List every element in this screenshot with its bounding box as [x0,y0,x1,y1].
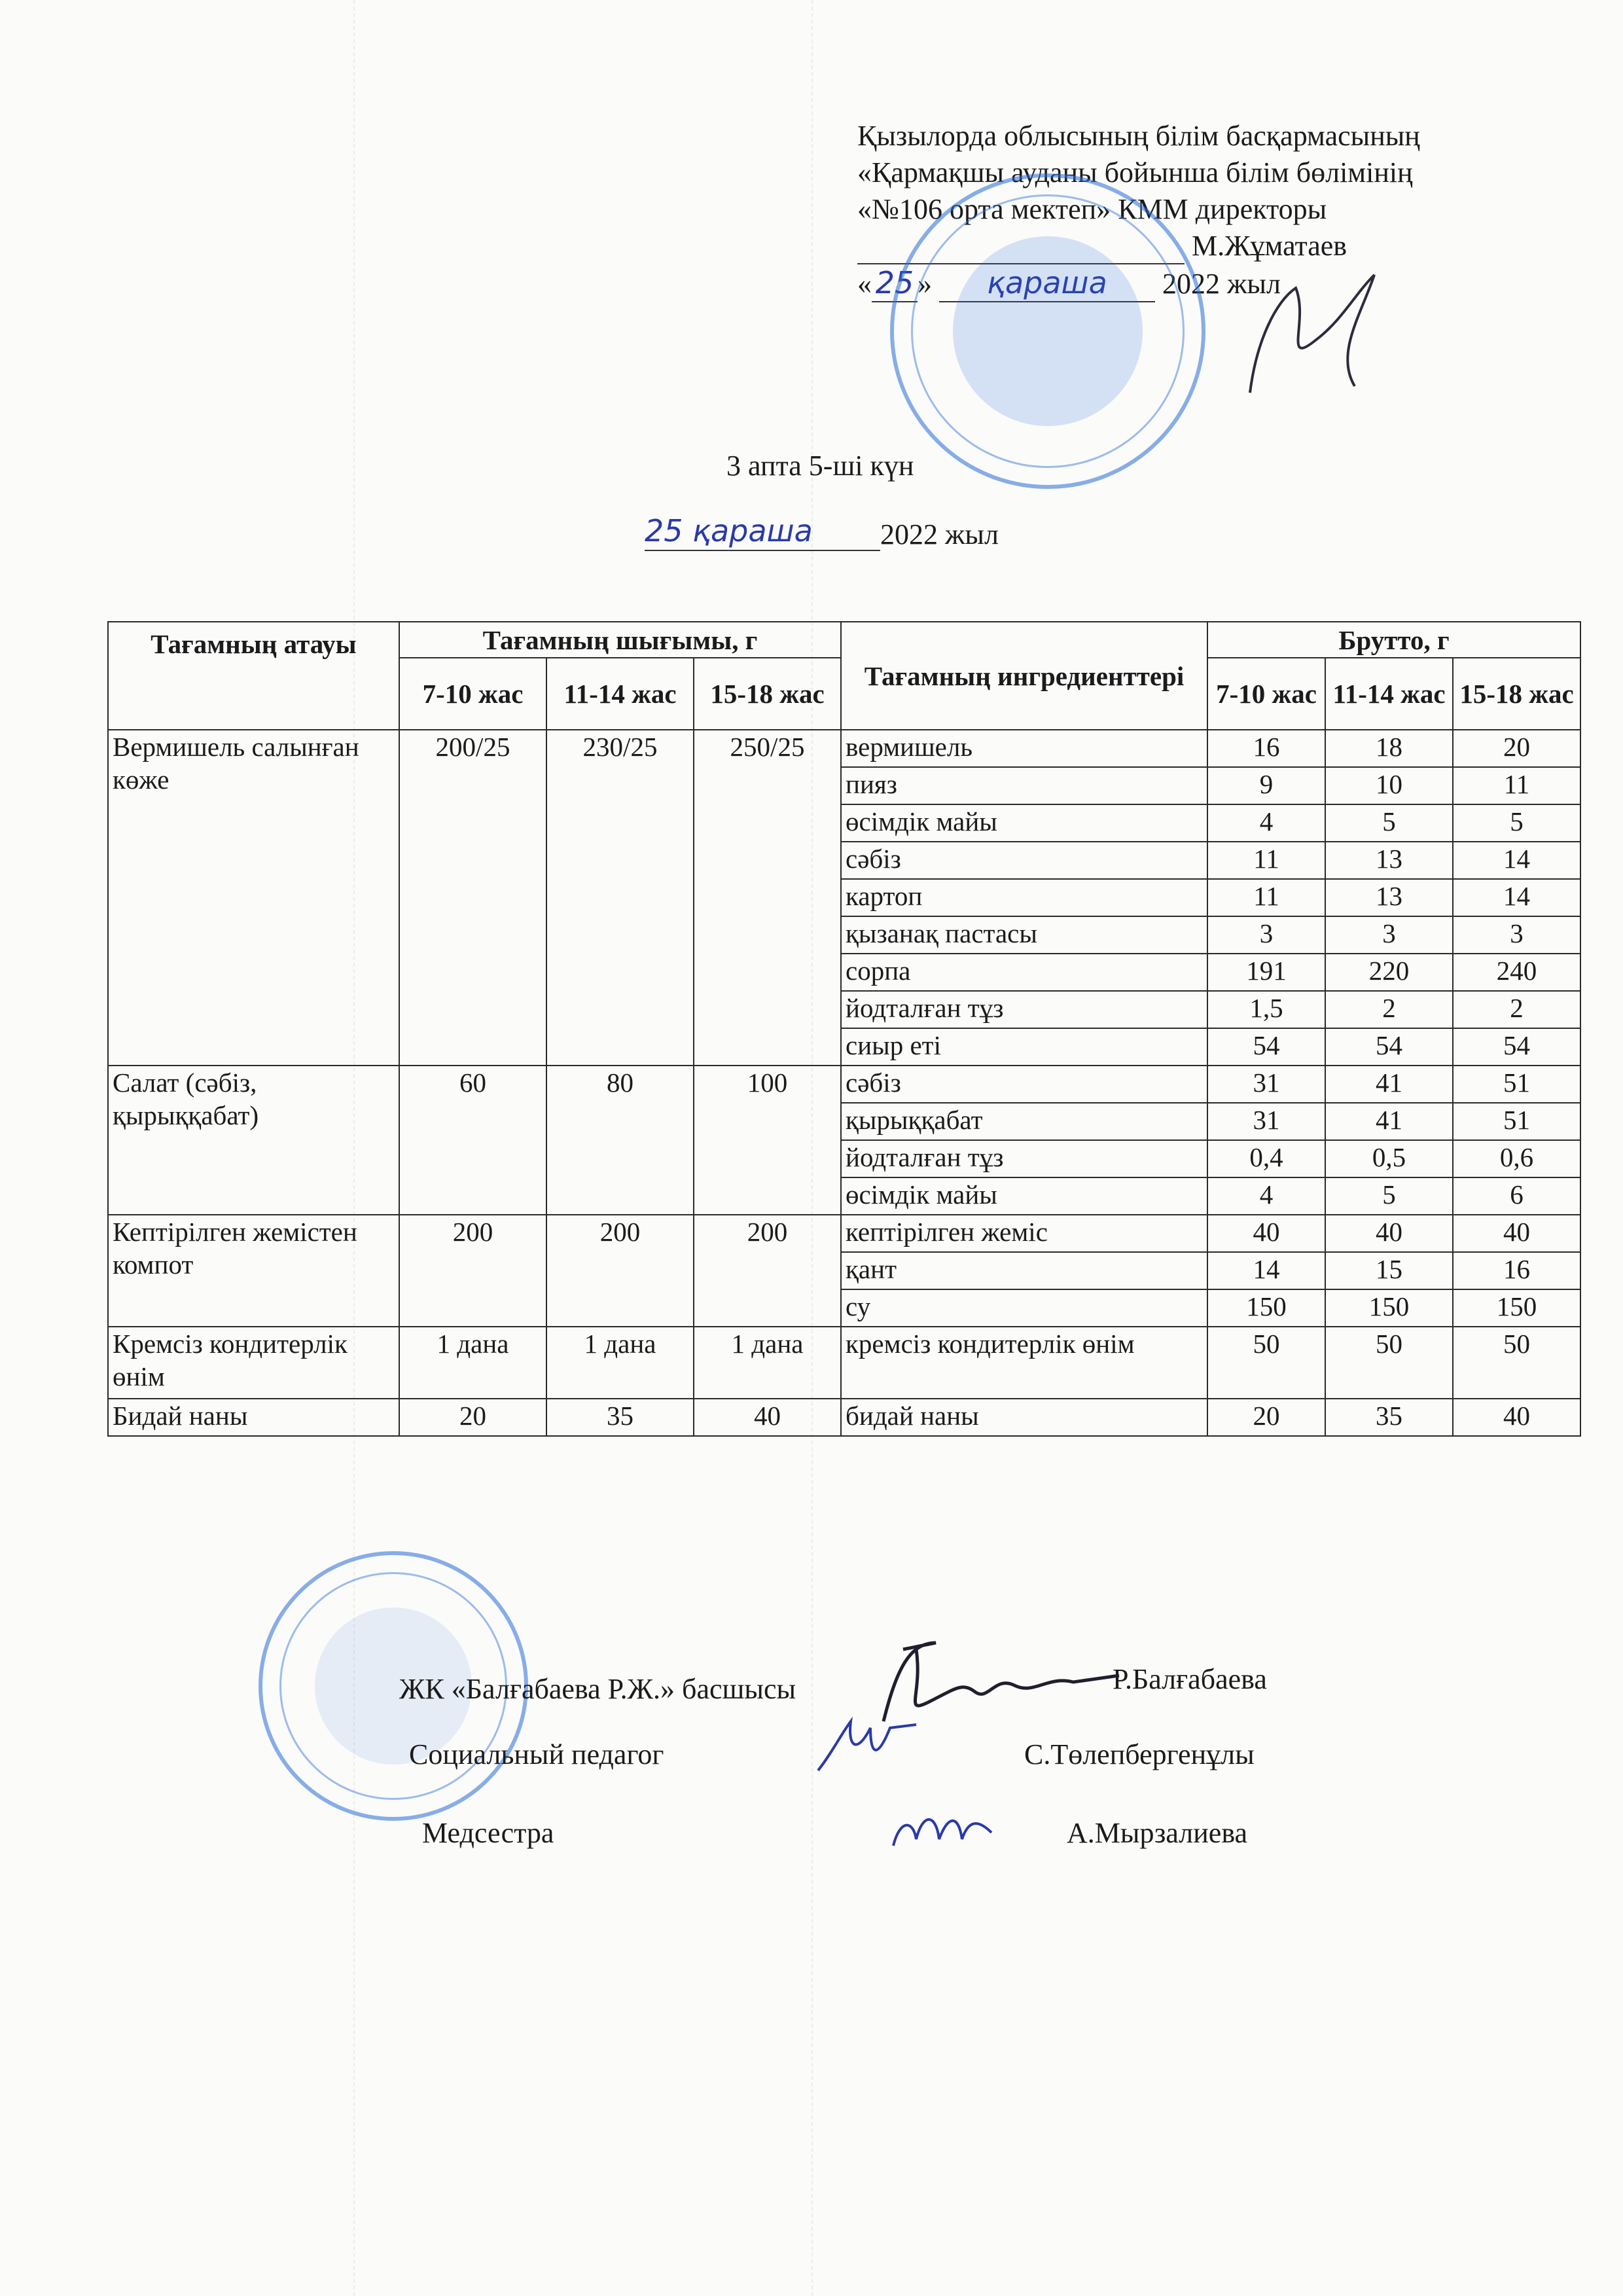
brutto-7-10: 191 [1207,954,1325,991]
brutto-15-18: 54 [1453,1028,1580,1066]
approval-line-2: «Қармақшы ауданы бойынша білім бөлімінің [857,156,1413,188]
school-seal-stamp [890,173,1205,489]
brutto-11-14: 41 [1325,1103,1453,1140]
brutto-11-14: 5 [1325,1177,1453,1215]
ingredient: өсімдік майы [841,1177,1207,1215]
header-yield-age-15-18: 15-18 жас [694,658,841,730]
brutto-11-14: 0,5 [1325,1140,1453,1177]
brutto-11-14: 3 [1325,916,1453,954]
signature-scribble-3-icon [887,1787,998,1859]
ingredient: қант [841,1252,1207,1289]
brutto-7-10: 11 [1207,842,1325,879]
brutto-11-14: 15 [1325,1252,1453,1289]
brutto-11-14: 2 [1325,991,1453,1028]
brutto-15-18: 11 [1453,767,1580,804]
header-dish-name: Тағамның атауы [108,622,399,730]
ingredient: сиыр еті [841,1028,1207,1066]
dish-name: Кремсіз кондитерлік өнім [108,1327,399,1399]
header-brutto-age-15-18: 15-18 жас [1453,658,1580,730]
yield-15-18: 200 [694,1215,841,1327]
brutto-11-14: 150 [1325,1289,1453,1327]
approval-year: 2022 жыл [1162,268,1281,300]
ingredient: сәбіз [841,842,1207,879]
brutto-11-14: 220 [1325,954,1453,991]
brutto-11-14: 41 [1325,1066,1453,1103]
brutto-7-10: 4 [1207,1177,1325,1215]
ingredient: йодталған тұз [841,991,1207,1028]
ingredient: йодталған тұз [841,1140,1207,1177]
ingredient: сәбіз [841,1066,1207,1103]
ingredient: қырыққабат [841,1103,1207,1140]
brutto-15-18: 240 [1453,954,1580,991]
brutto-7-10: 9 [1207,767,1325,804]
brutto-11-14: 5 [1325,804,1453,842]
signature-name-2: С.Төлепбергенұлы [1024,1738,1255,1770]
brutto-7-10: 31 [1207,1066,1325,1103]
table-row [108,730,1580,767]
header-brutto: Брутто, г [1207,622,1580,658]
brutto-7-10: 3 [1207,916,1325,954]
brutto-11-14: 40 [1325,1215,1453,1252]
brutto-7-10: 150 [1207,1289,1325,1327]
brutto-11-14: 54 [1325,1028,1453,1066]
signature-scribble-2-icon [812,1708,923,1780]
handwritten-month: қараша [939,264,1155,302]
yield-15-18: 100 [694,1066,841,1215]
table-row [108,1399,1580,1436]
yield-11-14: 35 [546,1399,694,1436]
header-ingredients: Тағамның ингредиенттері [841,622,1207,730]
brutto-7-10: 11 [1207,879,1325,916]
brutto-11-14: 10 [1325,767,1453,804]
header-yield: Тағамның шығымы, г [399,622,841,658]
ingredient: кептірілген жеміс [841,1215,1207,1252]
header-brutto-age-11-14: 11-14 жас [1325,658,1453,730]
brutto-15-18: 2 [1453,991,1580,1028]
handwritten-date-blank [645,513,880,551]
brutto-15-18: 40 [1453,1399,1580,1436]
brutto-15-18: 51 [1453,1066,1580,1103]
ingredient: су [841,1289,1207,1327]
header-brutto-age-7-10: 7-10 жас [1207,658,1325,730]
menu-date [645,513,999,551]
week-day-label: 3 апта 5-ші күн [726,450,914,482]
ingredient: кремсіз кондитерлік өнім [841,1327,1207,1399]
brutto-7-10: 40 [1207,1215,1325,1252]
brutto-15-18: 14 [1453,842,1580,879]
brutto-15-18: 0,6 [1453,1140,1580,1177]
handwritten-day: 25 [872,264,918,302]
brutto-11-14: 50 [1325,1327,1453,1399]
table-row [108,1215,1580,1252]
yield-7-10: 200 [399,1215,546,1327]
brutto-7-10: 50 [1207,1327,1325,1399]
brutto-11-14: 13 [1325,879,1453,916]
ingredient: бидай наны [841,1399,1207,1436]
dish-name: Вермишель салынған көже [108,730,399,1066]
ingredient: өсімдік майы [841,804,1207,842]
brutto-7-10: 20 [1207,1399,1325,1436]
approval-line-3: «№106 орта мектеп» КММ директоры [857,193,1327,225]
brutto-15-18: 20 [1453,730,1580,767]
handwritten-date: 25 қараша [645,513,813,548]
yield-7-10: 200/25 [399,730,546,1066]
brutto-15-18: 50 [1453,1327,1580,1399]
dish-name: Салат (сәбіз, қырыққабат) [108,1066,399,1215]
header-yield-age-7-10: 7-10 жас [399,658,546,730]
brutto-7-10: 54 [1207,1028,1325,1066]
yield-11-14: 200 [546,1215,694,1327]
brutto-15-18: 150 [1453,1289,1580,1327]
brutto-11-14: 13 [1325,842,1453,879]
menu-table [107,621,1581,1437]
brutto-15-18: 3 [1453,916,1580,954]
ingredient: вермишель [841,730,1207,767]
brutto-7-10: 4 [1207,804,1325,842]
date-quote-close: » [918,268,932,300]
brutto-15-18: 14 [1453,879,1580,916]
yield-15-18: 250/25 [694,730,841,1066]
ingredient: қызанақ пастасы [841,916,1207,954]
brutto-15-18: 51 [1453,1103,1580,1140]
yield-7-10: 1 дана [399,1327,546,1399]
brutto-7-10: 14 [1207,1252,1325,1289]
approval-line-1: Қызылорда облысының білім басқармасының [857,120,1420,152]
yield-15-18: 1 дана [694,1327,841,1399]
date-quote-open: « [857,268,872,300]
brutto-11-14: 18 [1325,730,1453,767]
ingredient: картоп [841,879,1207,916]
yield-11-14: 230/25 [546,730,694,1066]
brutto-7-10: 1,5 [1207,991,1325,1028]
signature-name-3: А.Мырзалиева [1067,1817,1248,1849]
brutto-15-18: 40 [1453,1215,1580,1252]
ingredient: пияз [841,767,1207,804]
yield-11-14: 1 дана [546,1327,694,1399]
brutto-15-18: 16 [1453,1252,1580,1289]
brutto-15-18: 6 [1453,1177,1580,1215]
signature-role-1: ЖК «Балғабаева Р.Ж.» басшысы [399,1673,796,1705]
dish-name: Кептірілген жемістен компот [108,1215,399,1327]
table-row [108,1066,1580,1103]
director-signature-icon [1237,262,1387,406]
header-yield-age-11-14: 11-14 жас [546,658,694,730]
signature-name-1: Р.Балғабаева [1113,1663,1267,1695]
menu-year: 2022 жыл [880,518,999,550]
yield-11-14: 80 [546,1066,694,1215]
brutto-11-14: 35 [1325,1399,1453,1436]
brutto-15-18: 5 [1453,804,1580,842]
director-name: М.Жұматаев [1192,230,1347,262]
state-emblem-icon [953,236,1143,426]
signature-role-2: Социальный педагог [409,1738,664,1770]
dish-name: Бидай наны [108,1399,399,1436]
yield-15-18: 40 [694,1399,841,1436]
signature-role-3: Медсестра [422,1817,554,1849]
table-row [108,1327,1580,1399]
yield-7-10: 20 [399,1399,546,1436]
brutto-7-10: 16 [1207,730,1325,767]
brutto-7-10: 31 [1207,1103,1325,1140]
yield-7-10: 60 [399,1066,546,1215]
ingredient: сорпа [841,954,1207,991]
brutto-7-10: 0,4 [1207,1140,1325,1177]
